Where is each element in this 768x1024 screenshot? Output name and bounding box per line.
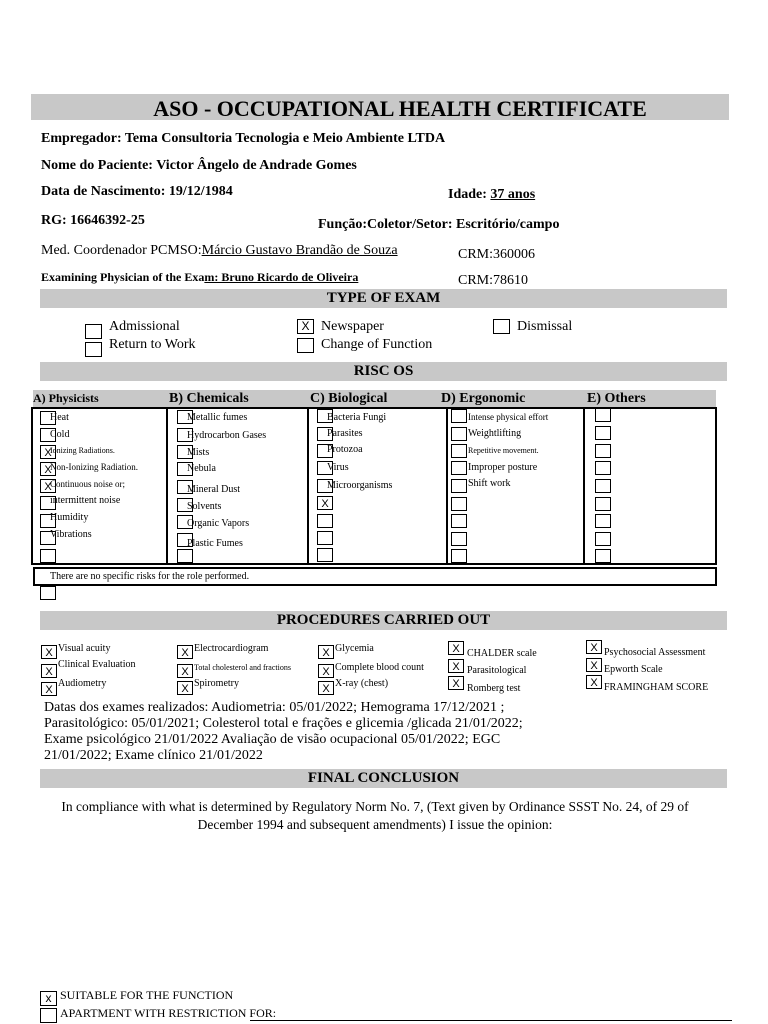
dob-line xyxy=(41,184,233,200)
risk-label: Plastic Fumes xyxy=(187,538,243,549)
risk-label: Vibrations xyxy=(50,529,92,540)
risk-label: Mists xyxy=(187,447,210,458)
conclusion-text-2: December 1994 and subsequent amendments) I issue the opinion: xyxy=(197,817,553,832)
exam-dates-line: Datas dos exames realizados: Audiometria: 05/01/2022; Hemograma 17/12/2021 ; xyxy=(44,700,505,715)
risk-label: Solvents xyxy=(187,501,222,512)
procedure-label: Total cholesterol and fractions xyxy=(194,663,291,672)
risk-checkbox[interactable] xyxy=(451,409,467,423)
risk-checkbox[interactable] xyxy=(595,532,611,546)
risk-checkbox[interactable] xyxy=(595,444,611,458)
risk-checkbox[interactable] xyxy=(317,548,333,562)
risk-label: Microorganisms xyxy=(327,480,393,491)
risks-divider xyxy=(307,407,309,565)
employer-value: Tema Consultoria Tecnologia e Meio Ambiente LTDA xyxy=(124,131,446,146)
rg-line xyxy=(41,213,145,229)
dismissal-label: Dismissal xyxy=(517,319,573,334)
risk-label: Protozoa xyxy=(327,444,363,455)
risk-label: Continuous noise or; xyxy=(50,479,126,489)
procedure-checkbox[interactable]: X xyxy=(177,645,193,659)
procedure-checkbox[interactable]: X xyxy=(177,681,193,695)
age-line xyxy=(448,187,535,203)
risk-col-others-header: E) Others xyxy=(587,391,646,406)
risk-label: Shift work xyxy=(468,478,511,489)
no-risk-text: There are no specific risks for the role performed. xyxy=(50,571,250,582)
risk-checkbox[interactable] xyxy=(595,426,611,440)
role-value: Coletor/Setor: Escritório/campo xyxy=(367,217,560,232)
type-of-exam-heading: TYPE OF EXAM xyxy=(40,289,727,308)
procedure-label: Parasitological xyxy=(467,665,527,676)
risk-checkbox[interactable] xyxy=(451,497,467,511)
conclusion-heading: FINAL CONCLUSION xyxy=(40,769,727,788)
admissional-checkbox[interactable] xyxy=(85,324,102,339)
risk-label: Weightlifting xyxy=(468,428,522,439)
dob-label: Data de Nascimento: xyxy=(41,184,169,199)
role-line xyxy=(318,217,559,233)
examiner-line xyxy=(41,270,358,285)
risk-checkbox[interactable] xyxy=(451,461,467,475)
risk-checkbox[interactable] xyxy=(595,549,611,563)
risks-divider xyxy=(583,407,585,565)
age-value: 37 anos xyxy=(490,187,536,202)
risks-divider xyxy=(446,407,448,565)
risks-heading: RISC OS xyxy=(40,362,727,381)
risk-label: Repetitive movement. xyxy=(468,446,539,455)
no-risk-checkbox[interactable] xyxy=(40,586,56,600)
procedure-label: Romberg test xyxy=(467,683,521,694)
risk-checkbox[interactable]: X xyxy=(40,462,56,476)
restriction-label: APARTMENT WITH RESTRICTION FOR: xyxy=(60,1006,277,1020)
risk-checkbox[interactable] xyxy=(595,514,611,528)
risk-checkbox[interactable] xyxy=(317,531,333,545)
procedure-label: Audiometry xyxy=(58,678,107,689)
risk-label: intermittent noise xyxy=(50,495,121,506)
page-title: ASO - OCCUPATIONAL HEALTH CERTIFICATE xyxy=(153,96,647,121)
exam-dates-line: Parasitológico: 05/01/2021; Colesterol total e frações e glicemia /glicada 21/01/2022; xyxy=(44,716,523,731)
newspaper-label: Newspaper xyxy=(321,319,384,334)
risk-checkbox[interactable] xyxy=(451,479,467,493)
employer-label: Empregador: xyxy=(41,131,125,146)
risk-checkbox[interactable] xyxy=(451,549,467,563)
dismissal-checkbox[interactable] xyxy=(493,319,510,334)
conclusion-text-1: In compliance with what is determined by Regulatory Norm No. 7, (Text given by Ordinance SSST No. 24, of 29 of xyxy=(61,799,689,814)
procedure-label: FRAMINGHAM SCORE xyxy=(604,682,709,693)
procedure-checkbox[interactable]: X xyxy=(586,675,602,689)
procedure-checkbox[interactable]: X xyxy=(448,641,464,655)
examiner-value: m: Bruno Ricardo de Oliveira xyxy=(204,270,359,284)
newspaper-checkbox[interactable]: X xyxy=(297,319,314,334)
suitable-label: SUITABLE FOR THE FUNCTION xyxy=(60,988,234,1002)
rg-value: 16646392-25 xyxy=(70,213,145,228)
risk-label: Parasites xyxy=(327,428,363,439)
coordinator-crm: CRM:360006 xyxy=(458,247,536,262)
change-of-function-checkbox[interactable] xyxy=(297,338,314,353)
risk-label: Heat xyxy=(50,412,69,423)
risk-checkbox[interactable] xyxy=(595,479,611,493)
risk-checkbox[interactable] xyxy=(317,514,333,528)
patient-value: Victor Ângelo de Andrade Gomes xyxy=(156,158,357,173)
risk-checkbox[interactable]: X xyxy=(317,496,333,510)
role-label: Função: xyxy=(318,217,367,232)
procedure-label: X-ray (chest) xyxy=(335,678,389,689)
procedures-heading: PROCEDURES CARRIED OUT xyxy=(40,611,727,630)
risk-label: Hydrocarbon Gases xyxy=(187,430,267,441)
procedure-label: Glycemia xyxy=(335,643,374,654)
risk-col-biological-header: C) Biological xyxy=(310,391,388,406)
procedure-checkbox[interactable]: X xyxy=(177,664,193,678)
procedure-label: Spirometry xyxy=(194,678,239,689)
examiner-label: Examining Physician of the Exa xyxy=(41,270,205,284)
procedure-label: Clinical Evaluation xyxy=(58,659,136,670)
procedure-checkbox[interactable]: X xyxy=(318,681,334,695)
risk-checkbox[interactable] xyxy=(595,408,611,422)
risk-label: Intense physical effort xyxy=(468,412,549,422)
admissional-label: Admissional xyxy=(109,319,180,334)
risk-checkbox[interactable] xyxy=(595,461,611,475)
suitable-checkbox[interactable]: x xyxy=(40,991,57,1006)
exam-dates-line: 21/01/2022; Exame clínico 21/01/2022 xyxy=(44,748,263,763)
return-to-work-label: Return to Work xyxy=(109,337,196,352)
risks-divider xyxy=(166,407,168,565)
risk-checkbox[interactable] xyxy=(177,549,193,563)
risk-col-physicists-header: A) Physicists xyxy=(33,391,99,405)
risk-label: Humidity xyxy=(50,512,89,523)
procedure-label: CHALDER scale xyxy=(467,648,537,659)
risk-checkbox[interactable]: X xyxy=(40,445,56,459)
return-to-work-checkbox[interactable] xyxy=(85,342,102,357)
risk-checkbox[interactable] xyxy=(451,444,467,458)
risk-checkbox[interactable] xyxy=(451,532,467,546)
procedure-checkbox[interactable]: X xyxy=(41,682,57,696)
risk-checkbox[interactable] xyxy=(595,497,611,511)
risk-label: Metallic fumes xyxy=(187,412,248,423)
procedure-label: Visual acuity xyxy=(58,643,111,654)
procedure-checkbox[interactable]: X xyxy=(318,645,334,659)
risk-col-ergonomic-header: D) Ergonomic xyxy=(441,391,526,406)
procedure-checkbox[interactable]: X xyxy=(41,664,57,678)
procedure-checkbox[interactable]: X xyxy=(586,658,602,672)
procedure-checkbox[interactable]: X xyxy=(318,664,334,678)
procedure-label: Psychosocial Assessment xyxy=(604,647,706,658)
rg-label: RG: xyxy=(41,213,71,228)
risk-label: Ionizing Radiations. xyxy=(50,446,115,455)
coordinator-label: Med. Coordenador PCMSO: xyxy=(41,243,202,258)
risk-checkbox[interactable] xyxy=(40,549,56,563)
restriction-underline xyxy=(250,1020,732,1021)
age-label: Idade: xyxy=(448,187,491,202)
procedure-checkbox[interactable]: X xyxy=(448,676,464,690)
procedure-label: Complete blood count xyxy=(335,662,424,673)
employer-line xyxy=(41,131,445,147)
procedure-checkbox[interactable]: X xyxy=(586,640,602,654)
risk-checkbox[interactable] xyxy=(451,427,467,441)
risk-checkbox[interactable] xyxy=(451,514,467,528)
risk-label: Organic Vapors xyxy=(187,518,250,529)
risk-label: Mineral Dust xyxy=(187,484,241,495)
exam-dates-line: Exame psicológico 21/01/2022 Avaliação de visão ocupacional 05/01/2022; EGC xyxy=(44,732,501,747)
change-of-function-label: Change of Function xyxy=(321,337,433,352)
dob-value: 19/12/1984 xyxy=(168,184,233,199)
risk-label: Bacteria Fungi xyxy=(327,412,387,423)
coordinator-value: Márcio Gustavo Brandão de Souza xyxy=(201,243,398,258)
procedure-label: Epworth Scale xyxy=(604,664,663,675)
procedure-checkbox[interactable]: X xyxy=(448,659,464,673)
risk-col-chemicals-header: B) Chemicals xyxy=(169,391,249,406)
restriction-checkbox[interactable] xyxy=(40,1008,57,1023)
risk-label: Virus xyxy=(327,462,349,473)
risk-label: Nebula xyxy=(187,463,216,474)
coordinator-line xyxy=(41,243,398,259)
examiner-crm: CRM:78610 xyxy=(458,273,529,288)
patient-label: Nome do Paciente: xyxy=(41,158,157,173)
risk-checkbox[interactable]: X xyxy=(40,479,56,493)
risk-label: Improper posture xyxy=(468,462,538,473)
procedure-label: Electrocardiogram xyxy=(194,643,269,654)
patient-line xyxy=(41,158,357,174)
risk-label: Non-Ionizing Radiation. xyxy=(50,462,138,472)
risk-label: Cold xyxy=(50,429,70,440)
procedure-checkbox[interactable]: X xyxy=(41,645,57,659)
